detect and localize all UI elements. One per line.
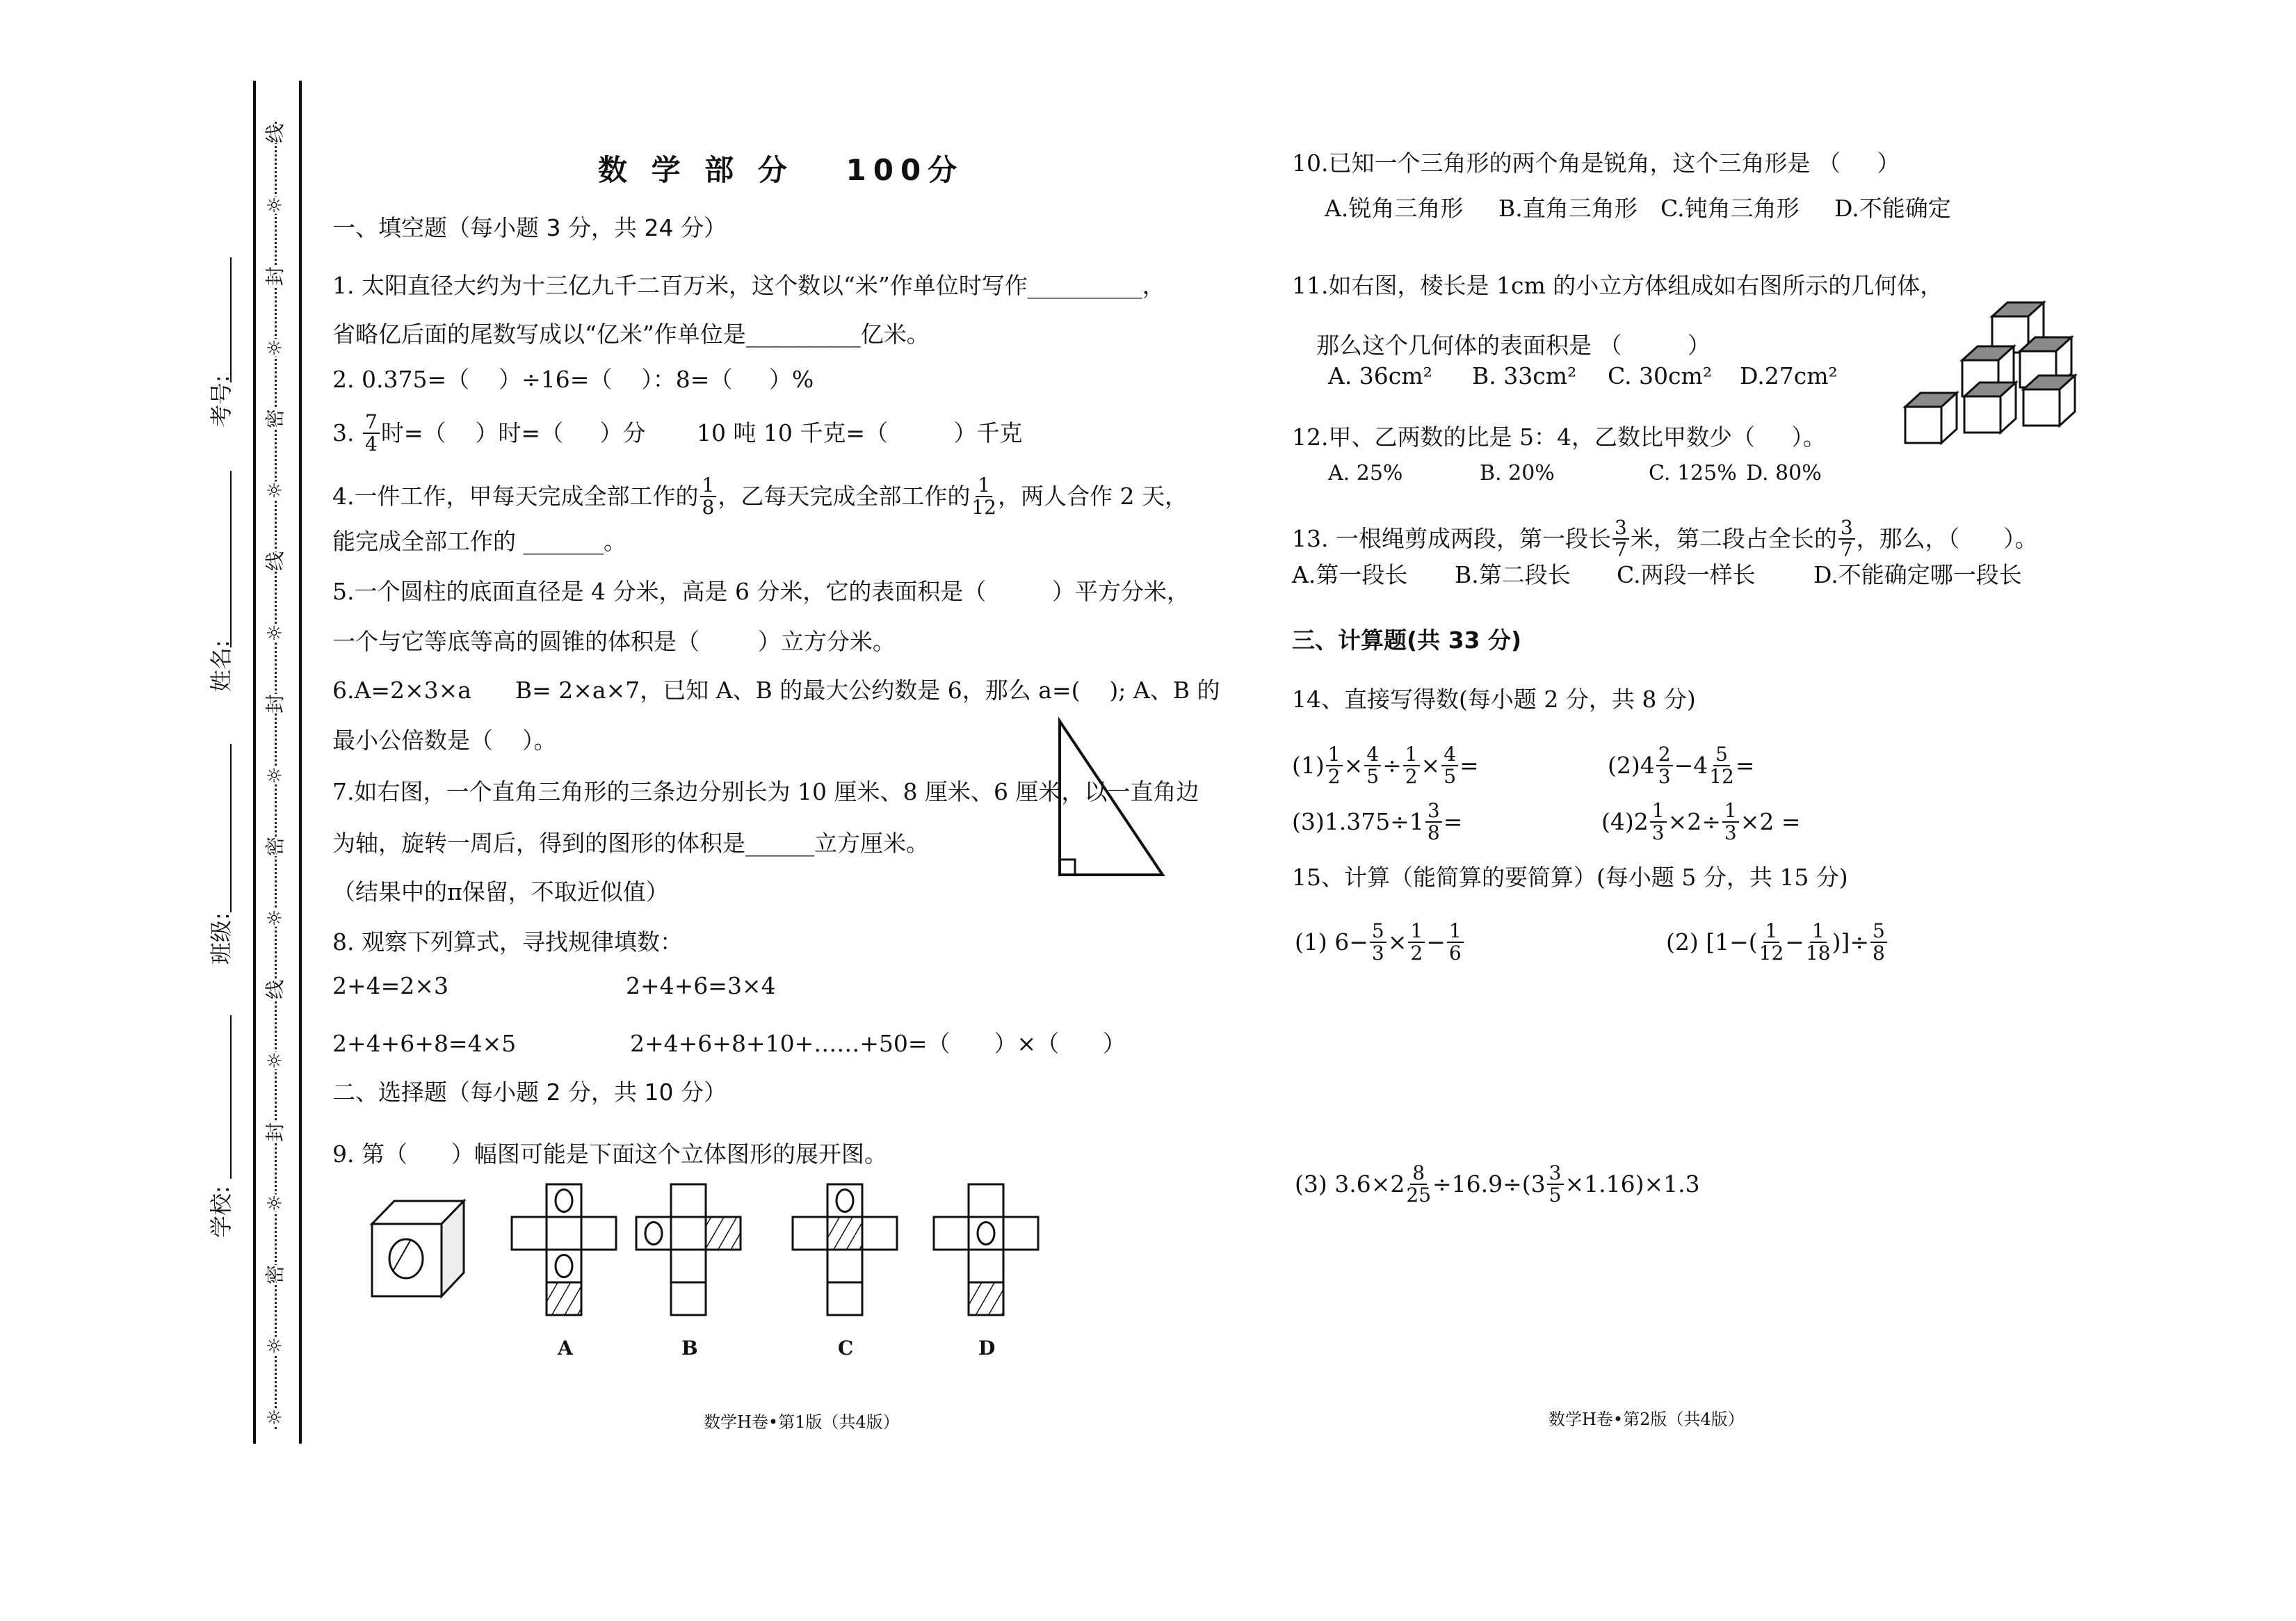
numerator: 5 — [1870, 921, 1887, 943]
net-d-face — [1003, 1217, 1038, 1250]
net-label-a[interactable]: A — [558, 1337, 573, 1360]
text-segment: 米，第二段占全长的 — [1630, 525, 1837, 552]
student-info-fields — [204, 73, 239, 1394]
section-fill-in — [332, 213, 727, 243]
numerator: 5 — [1713, 744, 1730, 766]
question-7-note — [332, 877, 669, 908]
sun-mark-icon: ☼ — [263, 339, 286, 357]
text-segment: 时=（ ）时=（ ）分 10 吨 10 千克=（ ）千克 — [380, 419, 1023, 446]
text-segment: = — [1460, 752, 1479, 779]
fraction — [1403, 744, 1420, 787]
question-12 — [1292, 422, 1826, 453]
denominator: 3 — [1724, 821, 1737, 844]
seal-character: 封 — [263, 1122, 286, 1142]
denominator: 12 — [971, 496, 996, 519]
question-4 — [332, 475, 1188, 518]
numerator: 1 — [1810, 921, 1827, 943]
text-segment: 11.如右图，棱长是 1cm 的小立方体组成如右图所示的几何体， — [1292, 272, 1943, 299]
fraction — [1326, 744, 1343, 787]
q12-option-a[interactable]: A. 25% — [1328, 461, 1403, 485]
numerator: 1 — [976, 475, 992, 497]
sun-mark-icon: ☼ — [263, 195, 286, 214]
numerator: 2 — [1656, 744, 1673, 766]
text-segment: 最小公倍数是（ ）。 — [332, 727, 557, 754]
q11-option-a[interactable]: A. 36cm² — [1328, 362, 1432, 389]
question-2 — [332, 364, 814, 395]
text-segment: (3) 3.6×2 — [1295, 1170, 1405, 1197]
question-10 — [1292, 148, 1900, 179]
question-6 — [332, 675, 1220, 706]
page-2-footer: 数学H卷•第2版（共4版） — [1549, 1410, 1745, 1429]
denominator: 6 — [1448, 942, 1462, 965]
text-segment: 13. 一根绳剪成两段，第一段长 — [1292, 525, 1611, 552]
seal-character: 密 — [263, 837, 286, 857]
fraction — [1425, 800, 1442, 844]
text-segment: 一个与它等底等高的圆锥的体积是（ ）立方分米。 — [332, 628, 896, 655]
text-segment: 2+4=2×3 — [332, 972, 448, 999]
numerator: 3 — [1425, 800, 1442, 823]
denominator: 2 — [1405, 765, 1418, 788]
net-label-c[interactable]: C — [838, 1337, 854, 1360]
net-c-face — [862, 1217, 897, 1250]
question-3 — [332, 412, 1022, 455]
q14-item-1 — [1292, 744, 1479, 787]
q11-option-b[interactable]: B. 33cm² — [1472, 362, 1577, 389]
numerator: 1 — [1403, 744, 1420, 766]
question-11-cont — [1316, 330, 1711, 361]
q13-option-c[interactable]: C.两段一样长 — [1617, 561, 1756, 588]
unit-cube — [1905, 407, 1941, 443]
text-segment: 10.已知一个三角形的两个角是锐角，这个三角形是 （ ） — [1292, 150, 1900, 177]
question-5 — [332, 576, 1190, 607]
numerator: 1 — [1650, 800, 1667, 823]
denominator: 5 — [1549, 1184, 1562, 1207]
q14-item-3 — [1292, 800, 1462, 844]
numerator: 3 — [1612, 517, 1629, 540]
text-segment: 一、填空题（每小题 3 分，共 24 分） — [332, 214, 727, 241]
text-segment: × — [1343, 752, 1364, 779]
net-label-d[interactable]: D — [978, 1337, 996, 1360]
seal-character: 密 — [263, 409, 286, 429]
text-segment: 2+4+6+8=4×5 — [332, 1030, 517, 1057]
seal-line — [263, 122, 288, 1429]
numerator: 3 — [1547, 1163, 1564, 1185]
fraction — [1408, 921, 1425, 964]
q11-option-d[interactable]: D.27cm² — [1740, 362, 1838, 389]
text-segment: 2+4+6=3×4 — [626, 972, 776, 999]
binding-line-right — [299, 81, 302, 1444]
sun-mark-icon: ☼ — [263, 1194, 286, 1212]
text-segment: ×1.16)×1.3 — [1565, 1170, 1700, 1197]
text-segment: 9. 第（ ）幅图可能是下面这个立体图形的展开图。 — [332, 1140, 887, 1168]
q14-item-2 — [1608, 744, 1755, 787]
fraction — [1709, 744, 1734, 787]
q12-option-c[interactable]: C. 125% — [1649, 461, 1737, 485]
sun-mark-icon: ☼ — [263, 1051, 286, 1070]
text-segment: (2) [1−( — [1666, 928, 1758, 955]
question-9 — [332, 1139, 887, 1170]
text-segment: ，那么，（ ）。 — [1856, 525, 2038, 552]
fraction — [1441, 744, 1458, 787]
fraction — [1447, 921, 1464, 964]
text-segment: ×2 = — [1740, 808, 1801, 835]
text-segment: ÷ — [1382, 752, 1402, 779]
seal-character: 密 — [263, 1264, 286, 1284]
text-segment: ×2÷ — [1667, 808, 1721, 835]
denominator: 18 — [1805, 942, 1831, 965]
numerator: 1 — [1763, 921, 1780, 943]
text-segment: (4)2 — [1601, 808, 1649, 835]
text-segment: 2+4+6+8+10+……+50=（ ）×（ ） — [630, 1030, 1126, 1057]
numerator: 5 — [1370, 921, 1387, 943]
q10-option-b[interactable]: B.直角三角形 — [1498, 195, 1638, 222]
net-b-face — [671, 1282, 706, 1315]
denominator: 12 — [1709, 765, 1734, 788]
denominator: 12 — [1759, 942, 1784, 965]
denominator: 7 — [1840, 538, 1853, 561]
net-a-face — [547, 1282, 581, 1315]
text-segment: 12.甲、乙两数的比是 5：4，乙数比甲数少（ ）。 — [1292, 424, 1826, 451]
net-d-face — [934, 1217, 969, 1250]
q10-option-c[interactable]: C.钝角三角形 — [1660, 195, 1800, 222]
text-segment: (2)4 — [1608, 752, 1655, 779]
text-segment: ，两人合作 2 天， — [997, 483, 1188, 510]
text-segment: × — [1387, 928, 1407, 955]
pattern-3 — [332, 1029, 516, 1059]
numerator: 1 — [1447, 921, 1464, 943]
text-segment: 三、计算题(共 33 分) — [1292, 627, 1522, 654]
section-calculation — [1292, 625, 1521, 656]
denominator: 5 — [1444, 765, 1457, 788]
fraction — [1838, 517, 1855, 561]
q10-option-a[interactable]: A.锐角三角形 — [1325, 195, 1464, 222]
net-d-face — [969, 1250, 1003, 1282]
fraction — [1547, 1163, 1564, 1206]
text-segment: 2. 0.375=（ ）÷16=（ ）：8=（ ）% — [332, 366, 814, 393]
denominator: 8 — [1872, 942, 1885, 965]
question-14 — [1292, 684, 1696, 715]
pattern-2 — [626, 971, 776, 1001]
denominator: 2 — [1327, 765, 1341, 788]
q13-option-a[interactable]: A.第一段长 — [1292, 561, 1408, 588]
denominator: 8 — [702, 496, 715, 519]
net-c-face — [827, 1282, 862, 1315]
numerator: 3 — [1838, 517, 1855, 540]
seal-character: 线 — [263, 551, 286, 572]
text-segment: (1) — [1292, 752, 1325, 779]
text-segment: − — [1785, 928, 1804, 955]
fraction — [1759, 921, 1784, 964]
denominator: 2 — [1410, 942, 1423, 965]
q12-option-b[interactable]: B. 20% — [1480, 461, 1555, 485]
page-1-footer: 数学H卷•第1版（共4版） — [704, 1412, 900, 1432]
sun-mark-icon: ☼ — [263, 1337, 286, 1355]
sun-mark-icon: ☼ — [263, 1408, 286, 1426]
fraction — [1806, 921, 1831, 964]
denominator: 3 — [1651, 821, 1665, 844]
unit-cube — [2023, 389, 2060, 426]
text-segment: 8. 观察下列算式，寻找规律填数： — [332, 928, 683, 955]
fraction — [1722, 800, 1739, 844]
q14-item-4 — [1601, 800, 1801, 844]
text-segment: 4.一件工作，甲每天完成全部工作的 — [332, 483, 699, 510]
binding-line-left — [253, 81, 256, 1444]
text-segment: − — [1426, 928, 1446, 955]
text-segment: × — [1421, 752, 1441, 779]
q15-item-3 — [1295, 1163, 1700, 1206]
net-label-b[interactable]: B — [681, 1337, 698, 1360]
numerator: 1 — [1408, 921, 1425, 943]
net-a-face — [547, 1217, 581, 1250]
q12-option-d[interactable]: D. 80% — [1746, 461, 1822, 485]
net-c-face — [827, 1217, 862, 1250]
denominator: 8 — [1427, 821, 1440, 844]
question-11 — [1292, 271, 1943, 301]
text-segment: ，乙每天完成全部工作的 — [718, 483, 971, 510]
class-field[interactable] — [230, 744, 232, 912]
q11-option-c[interactable]: C. 30cm² — [1608, 362, 1713, 389]
text-segment: 14、直接写得数(每小题 2 分，共 8 分) — [1292, 686, 1696, 713]
text-segment: = — [1443, 808, 1463, 835]
q15-item-2 — [1666, 921, 1889, 964]
net-b-face — [671, 1217, 706, 1250]
fraction — [700, 475, 717, 518]
exam-number-label: 考号: — [208, 375, 234, 427]
exam-number-field[interactable] — [230, 257, 232, 382]
text-segment: 省略亿后面的尾数写成以“亿米”作单位是__________亿米。 — [332, 321, 930, 348]
denominator: 25 — [1406, 1184, 1432, 1207]
net-b-face — [671, 1250, 706, 1282]
fraction — [1370, 921, 1387, 964]
numerator: 1 — [1326, 744, 1343, 766]
fraction — [1364, 744, 1381, 787]
seal-character: 封 — [263, 694, 286, 714]
question-7 — [332, 777, 1199, 807]
q15-item-1 — [1295, 921, 1465, 964]
page-title — [598, 147, 964, 189]
fraction — [363, 412, 380, 455]
question-4-cont — [332, 526, 626, 557]
net-a-face — [512, 1217, 547, 1250]
net-d-face — [969, 1282, 1003, 1315]
numerator: 4 — [1364, 744, 1381, 766]
text-segment: 6.A=2×3×a B= 2×a×7，已知 A、B 的最大公约数是 6，那么 a=( ); A、B 的 — [332, 677, 1220, 704]
text-segment: 那么这个几何体的表面积是 （ ） — [1316, 332, 1711, 359]
numerator: 1 — [1722, 800, 1739, 823]
sun-mark-icon: ☼ — [263, 909, 286, 927]
question-1 — [332, 271, 1165, 301]
text-segment: (1) 6− — [1295, 928, 1368, 955]
text-segment: −4 — [1674, 752, 1708, 779]
text-segment: 1. 太阳直径大约为十三亿九千二百万米，这个数以“米”作单位时写作__________， — [332, 272, 1165, 299]
text-segment: 7.如右图，一个直角三角形的三条边分别长为 10 厘米、8 厘米、6 厘米，以一直角边 — [332, 778, 1199, 805]
numerator: 4 — [1441, 744, 1458, 766]
numerator: 7 — [363, 412, 380, 434]
fraction — [1612, 517, 1629, 561]
unit-cube — [1964, 396, 2000, 433]
text-segment: （结果中的π保留，不取近似值） — [332, 878, 669, 905]
text-segment: 5.一个圆柱的底面直径是 4 分米，高是 6 分米，它的表面积是（ ）平方分米， — [332, 578, 1190, 605]
question-8 — [332, 927, 683, 958]
seal-character: 线 — [263, 123, 286, 144]
text-segment: 15、计算（能简算的要简算）(每小题 5 分，共 15 分) — [1292, 864, 1848, 891]
title-text: 数 学 部 分 — [598, 153, 794, 187]
fraction — [1406, 1163, 1431, 1206]
net-d-face — [969, 1184, 1003, 1217]
numerator: 8 — [1410, 1163, 1427, 1185]
q13-option-d[interactable]: D.不能确定哪一段长 — [1813, 561, 2022, 588]
question-6-cont — [332, 725, 556, 756]
fraction — [1656, 744, 1673, 787]
sun-mark-icon: ☼ — [263, 766, 286, 784]
title-score: 100分 — [846, 153, 964, 187]
stacked-cubes-figure — [0, 0, 1, 1]
text-segment: (3)1.375÷1 — [1292, 808, 1424, 835]
name-label: 姓名: — [208, 640, 234, 692]
net-b-face — [706, 1217, 741, 1250]
q10-option-d[interactable]: D.不能确定 — [1834, 195, 1951, 222]
class-label: 班级: — [208, 912, 234, 965]
name-field[interactable] — [230, 471, 232, 647]
section-choice — [332, 1077, 727, 1108]
text-segment: 能完成全部工作的 _______。 — [332, 528, 626, 555]
denominator: 7 — [1614, 538, 1627, 561]
net-a-face — [581, 1217, 616, 1250]
text-segment: ÷16.9÷(3 — [1432, 1170, 1546, 1197]
text-segment: )]÷ — [1832, 928, 1869, 955]
seal-character: 线 — [263, 979, 286, 999]
school-field[interactable] — [230, 1015, 232, 1179]
denominator: 3 — [1371, 942, 1384, 965]
denominator: 5 — [1366, 765, 1380, 788]
net-c-face — [827, 1250, 862, 1282]
pattern-1 — [332, 971, 448, 1001]
question-15 — [1292, 862, 1848, 893]
pattern-question — [630, 1029, 1126, 1059]
text-segment: 3. — [332, 419, 362, 446]
q13-option-b[interactable]: B.第二段长 — [1455, 561, 1571, 588]
numerator: 1 — [700, 475, 717, 497]
text-segment: 二、选择题（每小题 2 分，共 10 分） — [332, 1079, 727, 1106]
fraction — [1870, 921, 1887, 964]
fraction — [1650, 800, 1667, 844]
sun-mark-icon: ☼ — [263, 481, 286, 499]
seal-character: 封 — [263, 266, 286, 287]
net-b-face — [671, 1184, 706, 1217]
school-label: 学校: — [208, 1186, 234, 1238]
question-7-cont — [332, 828, 929, 859]
text-segment: 为轴，旋转一周后，得到的图形的体积是______立方厘米。 — [332, 830, 929, 857]
net-c-face — [793, 1217, 827, 1250]
sun-mark-icon: ☼ — [263, 624, 286, 642]
question-13 — [1292, 517, 2038, 561]
text-segment: = — [1735, 752, 1755, 779]
fraction — [971, 475, 996, 518]
denominator: 3 — [1658, 765, 1671, 788]
question-5-cont — [332, 627, 896, 657]
question-1-cont — [332, 319, 930, 350]
denominator: 4 — [364, 433, 378, 455]
